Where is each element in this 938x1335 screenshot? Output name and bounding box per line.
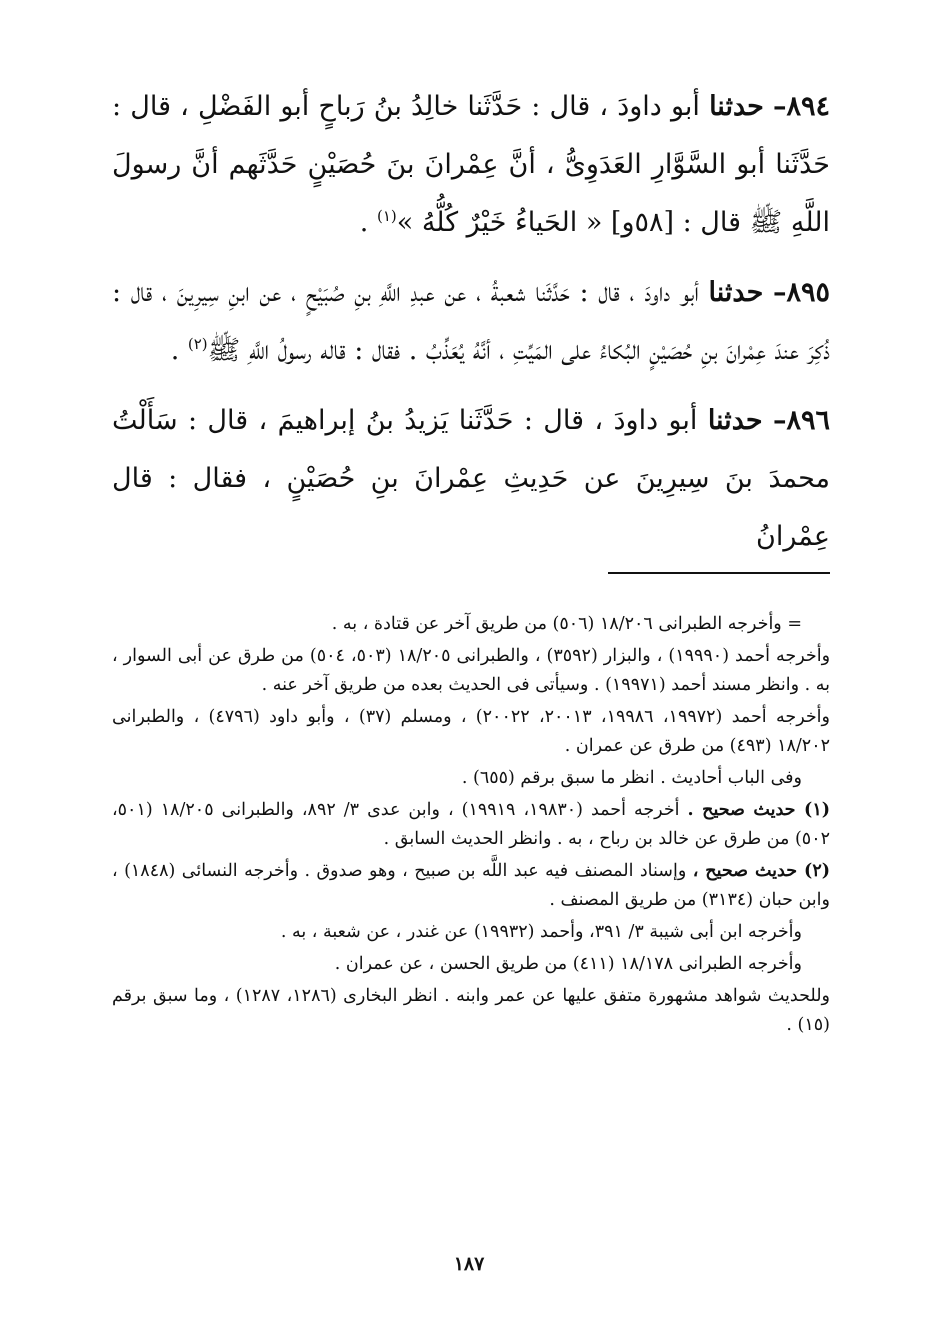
- hadith-lead: حدثنا: [709, 91, 764, 122]
- footnote-2: [112, 857, 830, 915]
- footnote-text: وفى الباب أحاديث . انظر ما سبق برقم (٦٥٥) .: [461, 768, 802, 788]
- footnote-text: وأخرجه أحمد (١٩٩٩٠) ، والبزار (٣٥٩٢) ، والطبرانى ١٨/٢٠٥ (٥٠٣، ٥٠٤) من طرق عن أبى السوار ، به . وانظر مسند أحمد (١٩٩٧١) . وسيأتى فى الحديث بعده من طريق آخر عنه .: [112, 646, 831, 695]
- footnote-line: [112, 703, 830, 761]
- hadith-tail: .: [359, 207, 377, 238]
- hadith-895: [112, 264, 830, 380]
- footnote-line: [112, 764, 830, 793]
- footnote-line: [112, 610, 830, 639]
- footnote-line: [112, 642, 830, 700]
- footnote-text: وللحديث شواهد مشهورة متفق عليها عن عمر وابنه . انظر البخارى (١٢٨٦، ١٢٨٧) ، وما سبق برقم (١٥) .: [112, 986, 830, 1035]
- hadith-number: ٨٩٦–: [772, 405, 830, 436]
- hadith-896: [112, 392, 830, 566]
- hadith-number: ٨٩٥–: [772, 277, 830, 308]
- hadith-tail: .: [170, 335, 188, 366]
- footnote-separator: [608, 572, 830, 574]
- footnote-text: أخرجه أحمد (١٩٨٣٠، ١٩٩١٩) ، وابن عدى ٣/ ٨٩٢، والطبرانى ١٨/٢٠٥ (٥٠١، ٥٠٢) من طرق عن خالد بن رباح ، به . وانظر الحديث السابق .: [112, 800, 830, 849]
- footnote-label: (١) حديث صحيح .: [687, 800, 830, 820]
- hadith-body: أبو داودَ ، قال : حَدَّثَنا خالِدُ بنُ رَباحٍ أبو الفَضْلِ ، قال : حَدَّثَنا أبو السَّوَّارِ العَدَوِىُّ ، أنَّ عِمْرانَ بنَ حُصَيْنٍ حَدَّثَهم أنَّ رسولَ اللَّهِ ﷺ قال : [٥٨و] « الحَياءُ خَيْرٌ كُلُّهُ »: [112, 91, 830, 238]
- hadith-body: أبو داودَ ، قال : حَدَّثَنا شعبةُ ، عن عبدِ اللَّهِ بنِ صُبَيْحٍ ، عن ابنِ سِيرِينَ ، قال : ذُكِرَ عندَ عِمْرانَ بنِ حُصَيْنٍ البُكاءُ على المَيِّتِ ، أنَّهُ يُعَذِّبُ . فقال : قاله رسولُ اللَّهِ ﷺ: [112, 277, 830, 366]
- hadith-lead: حدثنا: [707, 405, 763, 436]
- footnote-1: [112, 796, 830, 854]
- footnote-line: [112, 918, 830, 947]
- footnote-label: (٢) حديث صحيح ،: [692, 861, 830, 881]
- footnote-ref: (٢): [187, 335, 208, 353]
- footnote-text: = وأخرجه الطبرانى ١٨/٢٠٦ (٥٠٦) من طريق آخر عن قتادة ، به .: [331, 614, 802, 634]
- footnote-text: وأخرجه ابن أبى شيبة ٣/ ٣٩١، وأحمد (١٩٩٣٢) عن غندر ، عن شعبة ، به .: [280, 922, 802, 942]
- hadith-text-block: [112, 78, 830, 578]
- footnote-ref: (١): [376, 207, 397, 225]
- hadith-number: ٨٩٤–: [772, 91, 830, 122]
- page-number: ١٨٧: [453, 1253, 485, 1275]
- footnote-text: وأخرجه أحمد (١٩٩٧٢، ١٩٩٨٦، ٢٠٠١٣، ٢٠٠٢٢) ، ومسلم (٣٧) ، وأبو داود (٤٧٩٦) ، والطبرانى ١٨/٢٠٢ (٤٩٣) من طرق عن عمران .: [112, 707, 830, 756]
- footnote-line: [112, 982, 830, 1040]
- hadith-894: [112, 78, 830, 252]
- footnotes-block: [112, 610, 830, 1043]
- footnote-text: وأخرجه الطبرانى ١٨/١٧٨ (٤١١) من طريق الحسن ، عن عمران .: [334, 954, 802, 974]
- footnote-text: وإسناد المصنف فيه عبد اللَّه بن صبيح ، وهو صدوق . وأخرجه النسائى (١٨٤٨) ، وابن حبان (٣١٣٤) من طريق المصنف .: [112, 861, 830, 910]
- hadith-body: أبو داودَ ، قال : حَدَّثَنا يَزيدُ بنُ إبراهيمَ ، قال : سَأَلْتُ محمدَ بنَ سِيرِينَ عن حَدِيثِ عِمْرانَ بنِ حُصَيْنٍ ، فقال : قال عِمْرانُ: [112, 405, 830, 552]
- footnote-line: [112, 950, 830, 979]
- hadith-lead: حدثنا: [708, 277, 764, 308]
